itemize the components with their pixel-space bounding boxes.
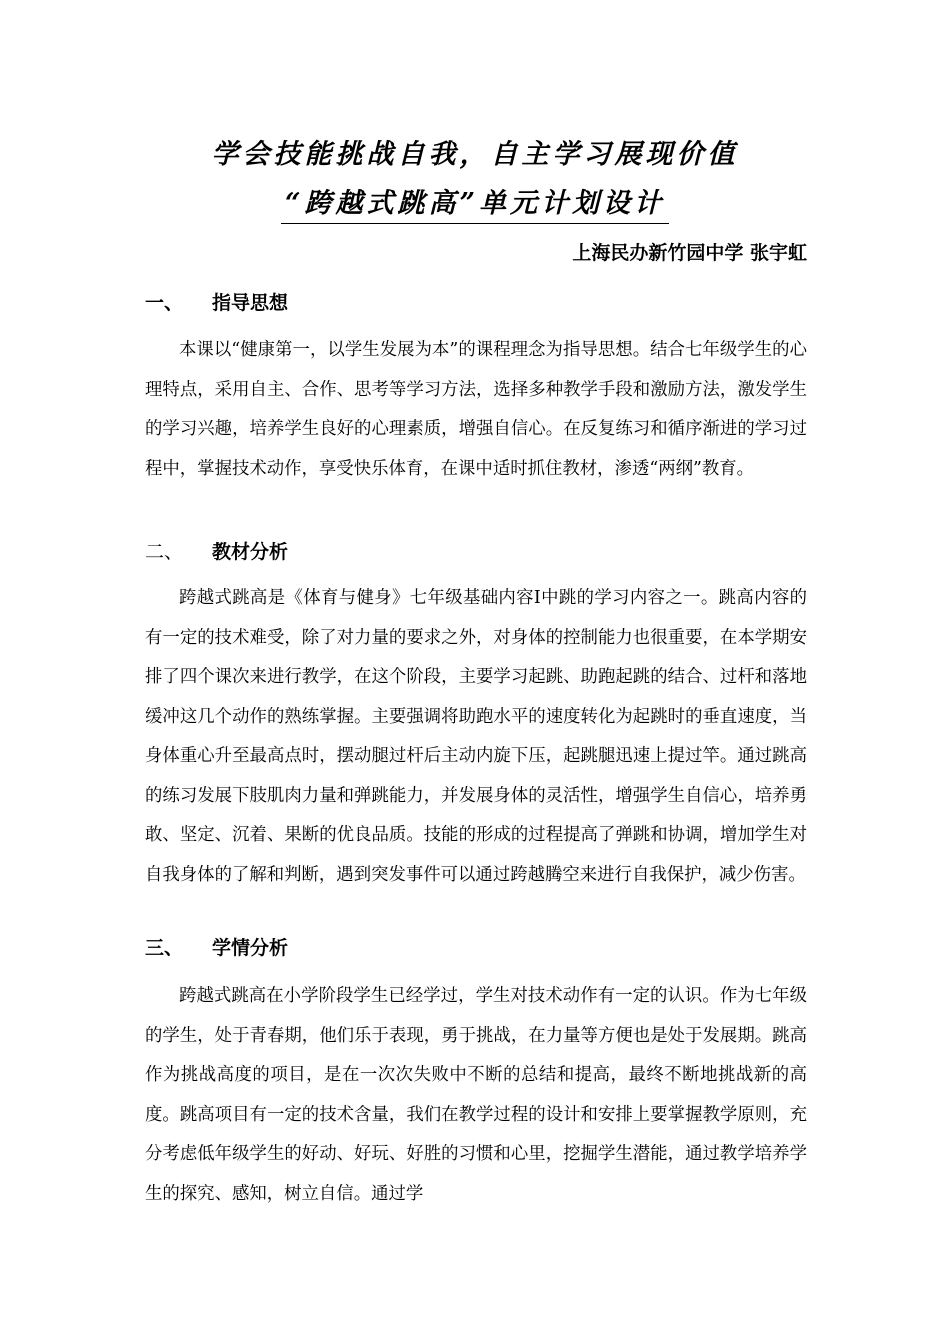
section-number: 二、 xyxy=(145,541,184,563)
section-body-student-analysis: 跨越式跳高在小学阶段学生已经学过，学生对技术动作有一定的认识。作为七年级的学生，处于青春期，他们乐于表现，勇于挑战，在力量等方便也是处于发展期。跳高作为挑战高度的项目，是在一次次失败中不断的总结和提高，最终不断地挑战新的高度。跳高项目有一定的技术含量，我们在教学过程的设计和安排上要掌握教学原则，充分考虑低年级学生的好动、好玩、好胜的习惯和心里，挖掘学生潜能，通过教学培养学生的探究、感知，树立自信。通过学 xyxy=(145,986,807,1204)
section-heading-guiding-ideology xyxy=(145,288,807,315)
document-title: 学会技能挑战自我，自主学习展现价值 xyxy=(211,139,739,170)
author-line: 上海民办新竹园中学 张宇虹 xyxy=(572,242,807,264)
section-number: 一、 xyxy=(145,292,184,314)
section-title: 教材分析 xyxy=(212,541,289,563)
document-subtitle-text: “跨越式跳高”单元计划设计 xyxy=(281,181,669,224)
section-body-material-analysis: 跨越式跳高是《体育与健身》七年级基础内容Ⅰ中跳的学习内容之一。跳高内容的有一定的技术难受，除了对力量的要求之外，对身体的控制能力也很重要，在本学期安排了四个课次来进行教学，在这个阶段，主要学习起跳、助跑起跳的结合、过杆和落地缓冲这几个动作的熟练掌握。主要强调将助跑水平的速度转化为起跳时的垂直速度，当身体重心升至最高点时，摆动腿过杆后主动内旋下压，起跳腿迅速上提过竿。通过跳高的练习发展下肢肌肉力量和弹跳能力，并发展身体的灵活性，增强学生自信心，培养勇敢、坚定、沉着、果断的优良品质。技能的形成的过程提高了弹跳和协调，增加学生对自我身体的了解和判断，遇到突发事件可以通过跨越腾空来进行自我保护，减少伤害。 xyxy=(145,588,807,885)
section-heading-student-analysis xyxy=(145,933,807,960)
section-number: 三、 xyxy=(145,937,184,959)
section-heading-material-analysis xyxy=(145,537,807,564)
document-subtitle xyxy=(0,181,950,224)
section-title: 学情分析 xyxy=(212,937,289,959)
section-title: 指导思想 xyxy=(212,292,289,314)
section-body-guiding-ideology: 本课以“健康第一，以学生发展为本”的课程理念为指导思想。结合七年级学生的心理特点，采用自主、合作、思考等学习方法，选择多种教学手段和激励方法，激发学生的学习兴趣，培养学生良好的心理素质，增强自信心。在反复练习和循序渐进的学习过程中，掌握技术动作，享受快乐体育，在课中适时抓住教材，渗透“两纲”教育。 xyxy=(145,340,807,479)
